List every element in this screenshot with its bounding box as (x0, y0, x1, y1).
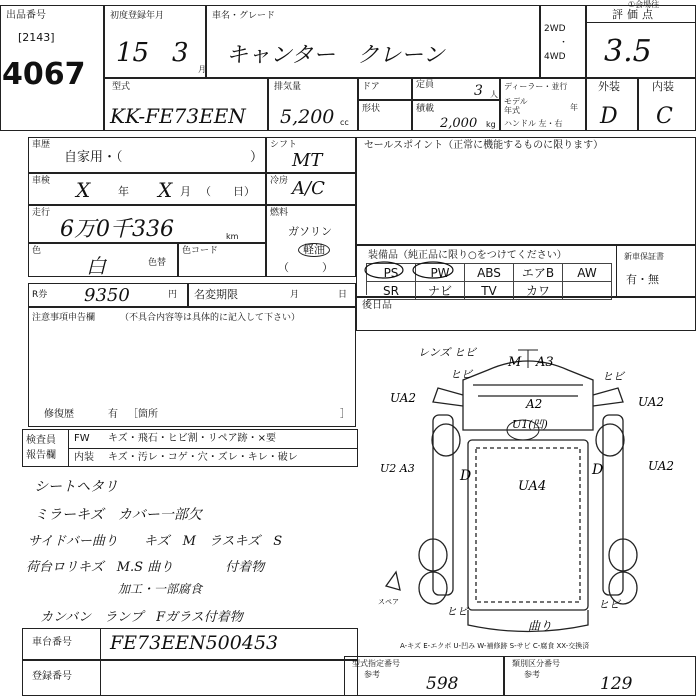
diag-mark-d-left: D (460, 468, 472, 484)
usage-value: 自家用・（ (64, 150, 123, 165)
door-label: ドア (362, 82, 380, 92)
model-value: KK-FE73EEN (110, 104, 246, 128)
note-2: ミラーキズ カバー一部欠 (34, 507, 202, 523)
dealer-label: ディーラー・並行 (504, 82, 568, 91)
rating-label: 評価点 (612, 8, 657, 21)
diag-mark-crack-2: ヒビ (602, 370, 624, 383)
equip-tv: TV (465, 282, 514, 300)
rear-box (356, 297, 696, 331)
drive-2wd: 2WD (544, 24, 566, 34)
inspector-row2-label: 内装 (74, 452, 94, 463)
note-6: カンバン ランプ Fガラス付着物 (40, 610, 243, 625)
type-cert-value: 598 (426, 674, 459, 694)
fuel-paren: （ ） (278, 261, 333, 274)
shift-label: シフト (270, 140, 298, 150)
note-1: シートヘタリ (34, 479, 118, 495)
diag-mark-a3: A3 (536, 355, 554, 370)
sales-label: セールスポイント（正常に機能するものに限ります） (364, 140, 604, 151)
sales-box (356, 137, 696, 245)
note-4: 荷台ロリキズ M.S 曲り 付着物 (26, 560, 265, 575)
exterior-value: D (600, 104, 618, 129)
repair-label: 修復歴 (44, 409, 74, 420)
recycle-label: R券 (32, 290, 48, 300)
repair-close: ］ (340, 409, 350, 420)
registration-year: 15 (116, 38, 150, 68)
fuel-label: 燃料 (270, 208, 289, 218)
equip-aw: AW (563, 264, 612, 282)
lot-number: 4067 (2, 57, 86, 92)
recycle-value: 9350 (84, 285, 130, 306)
capacity-value: 3 (474, 83, 483, 99)
name-change-month: 月 (290, 290, 300, 300)
ac-label: 冷房 (270, 176, 289, 186)
diag-mark-crack-4: ヒビ (598, 598, 620, 611)
color-change-label: 色替 (148, 258, 167, 268)
inspection-label: 車検 (32, 176, 51, 186)
color-code-label: 色コード (182, 246, 219, 256)
repair-place: ［箇所 (128, 409, 158, 420)
interior-label: 内装 (652, 80, 674, 93)
rating-value: 3.5 (604, 34, 652, 69)
mileage-label: 走行 (32, 208, 51, 218)
drive-dot: ・ (559, 38, 569, 48)
notes-box (28, 307, 356, 427)
registration-label: 初度登録年月 (110, 11, 165, 21)
model-year-unit: 年 (570, 103, 578, 112)
inspector-row1-items: キズ・飛石・ヒビ割・リペア跡・×要 (108, 433, 276, 444)
handle-label: ハンドル 左・右 (504, 119, 563, 128)
diag-mark-bent: 曲り (528, 619, 553, 633)
shape-label: 形状 (362, 104, 381, 114)
repair-value: 有 (108, 409, 118, 420)
inspector-row1-label: FW (74, 433, 90, 444)
ac-value: A/C (292, 178, 325, 199)
registration-month: 3 (172, 38, 189, 68)
load-unit: kg (486, 120, 496, 129)
usage-label: 車歴 (32, 140, 51, 150)
equip-leather: カワ (514, 282, 563, 300)
diagram-legend: A-キズ E-エクボ U-凹み W-補修跡 S-サビ C-腐食 XX-交換済 (400, 642, 590, 650)
diag-mark-a2: A2 (526, 397, 543, 411)
diag-mark-crack-3: ヒビ (446, 605, 468, 618)
drive-4wd: 4WD (544, 52, 566, 62)
class-no-value: 129 (600, 674, 633, 694)
lot-code: [2143] (18, 31, 55, 44)
exterior-label: 外装 (598, 80, 620, 93)
shift-value: MT (292, 150, 323, 171)
diag-mark-ua2-left: UA2 (390, 391, 417, 405)
color-value: 白 (86, 254, 106, 278)
chassis-label: 車台番号 (32, 637, 72, 648)
equip-airbag: エアB (514, 264, 563, 282)
truck-diagram (378, 340, 688, 640)
diag-spare-label: スペア (378, 598, 399, 606)
inspection-month-val: X (158, 178, 173, 202)
rear-label: 後日品 (362, 300, 392, 311)
reg-number-label: 登録番号 (32, 671, 72, 682)
name-label: 車名・グレード (212, 11, 276, 21)
notes-hint: （不具合内容等は具体的に記入して下さい） (120, 313, 301, 323)
inspector-label: 検査員報告欄 (26, 435, 56, 461)
color-label: 色 (32, 246, 42, 256)
usage-close: ） (250, 150, 264, 165)
diag-mark-d-right: D (592, 462, 604, 478)
equip-abs: ABS (465, 264, 514, 282)
capacity-label: 定員 (416, 80, 435, 90)
diag-mark-lens: レンズ ヒビ (418, 346, 476, 359)
mileage-unit: km (226, 232, 239, 241)
inspection-year-val: X (76, 178, 91, 202)
name-change-day: 日 (338, 290, 348, 300)
equipment-circles (362, 261, 472, 281)
header-top-stamp: ①会場往 (628, 0, 660, 9)
displacement-label: 排気量 (274, 82, 302, 92)
type-cert-label: 型式指定番号 (352, 659, 400, 668)
equip-ps: PS (367, 264, 416, 282)
fuel-gasoline: ガソリン (288, 225, 332, 238)
load-value: 2,000 (440, 116, 478, 131)
displacement-value: 5,200 (280, 106, 335, 128)
note-3: サイドバー曲り キズ M ラスキズ S (28, 534, 283, 549)
interior-value: C (656, 104, 673, 129)
diag-mark-ua4: UA4 (518, 479, 547, 494)
inspector-row2-items: キズ・汚レ・コゲ・穴・ズレ・キレ・破レ (108, 452, 298, 463)
reg-number-box (22, 660, 358, 696)
recycle-unit: 円 (168, 290, 178, 300)
model-year-label: モデル年式 (504, 97, 528, 115)
model-label: 型式 (112, 82, 131, 92)
class-no-sub: 参考 (524, 670, 540, 679)
lot-label: 出品番号 (6, 10, 46, 21)
diag-mark-crack-1: ヒビ (450, 368, 472, 381)
registration-month-suffix: 月 (198, 65, 206, 74)
note-5: 加工・一部腐食 (118, 582, 203, 596)
inspection-year: 年 (118, 185, 129, 198)
diag-mark-m: M (508, 355, 522, 370)
inspection-month: 月 (180, 185, 191, 198)
chassis-value: FE73EEN500453 (110, 632, 279, 654)
capacity-unit: 人 (490, 90, 498, 99)
load-label: 積載 (416, 104, 435, 114)
name-change-label: 名変期限 (194, 288, 238, 301)
name-value: キャンター クレーン (226, 43, 445, 68)
class-no-label: 類別区分番号 (512, 659, 560, 668)
inspection-day: （ 日） (200, 185, 255, 198)
diag-mark-ua2-side: UA2 (648, 459, 675, 473)
diag-mark-u2a3: U2 A3 (380, 462, 415, 475)
diag-mark-u1: U1(凹) (512, 418, 548, 431)
fuel-light-oil: 軽油 (298, 243, 330, 257)
notes-label: 注意事項申告欄 (32, 313, 96, 323)
equipment-label: 装備品（純正品に限り○をつけてください） (368, 250, 567, 261)
new-car-value: 有・無 (626, 273, 659, 286)
equip-pw: PW (416, 264, 465, 282)
mileage-value: 6万0千336 (60, 217, 174, 242)
equip-navi: ナビ (416, 282, 465, 300)
displacement-unit: cc (340, 118, 349, 127)
type-cert-sub: 参考 (364, 670, 380, 679)
new-car-label: 新車保証書 (624, 252, 664, 261)
diag-mark-ua2-right: UA2 (638, 395, 665, 409)
equip-sr: SR (367, 282, 416, 300)
